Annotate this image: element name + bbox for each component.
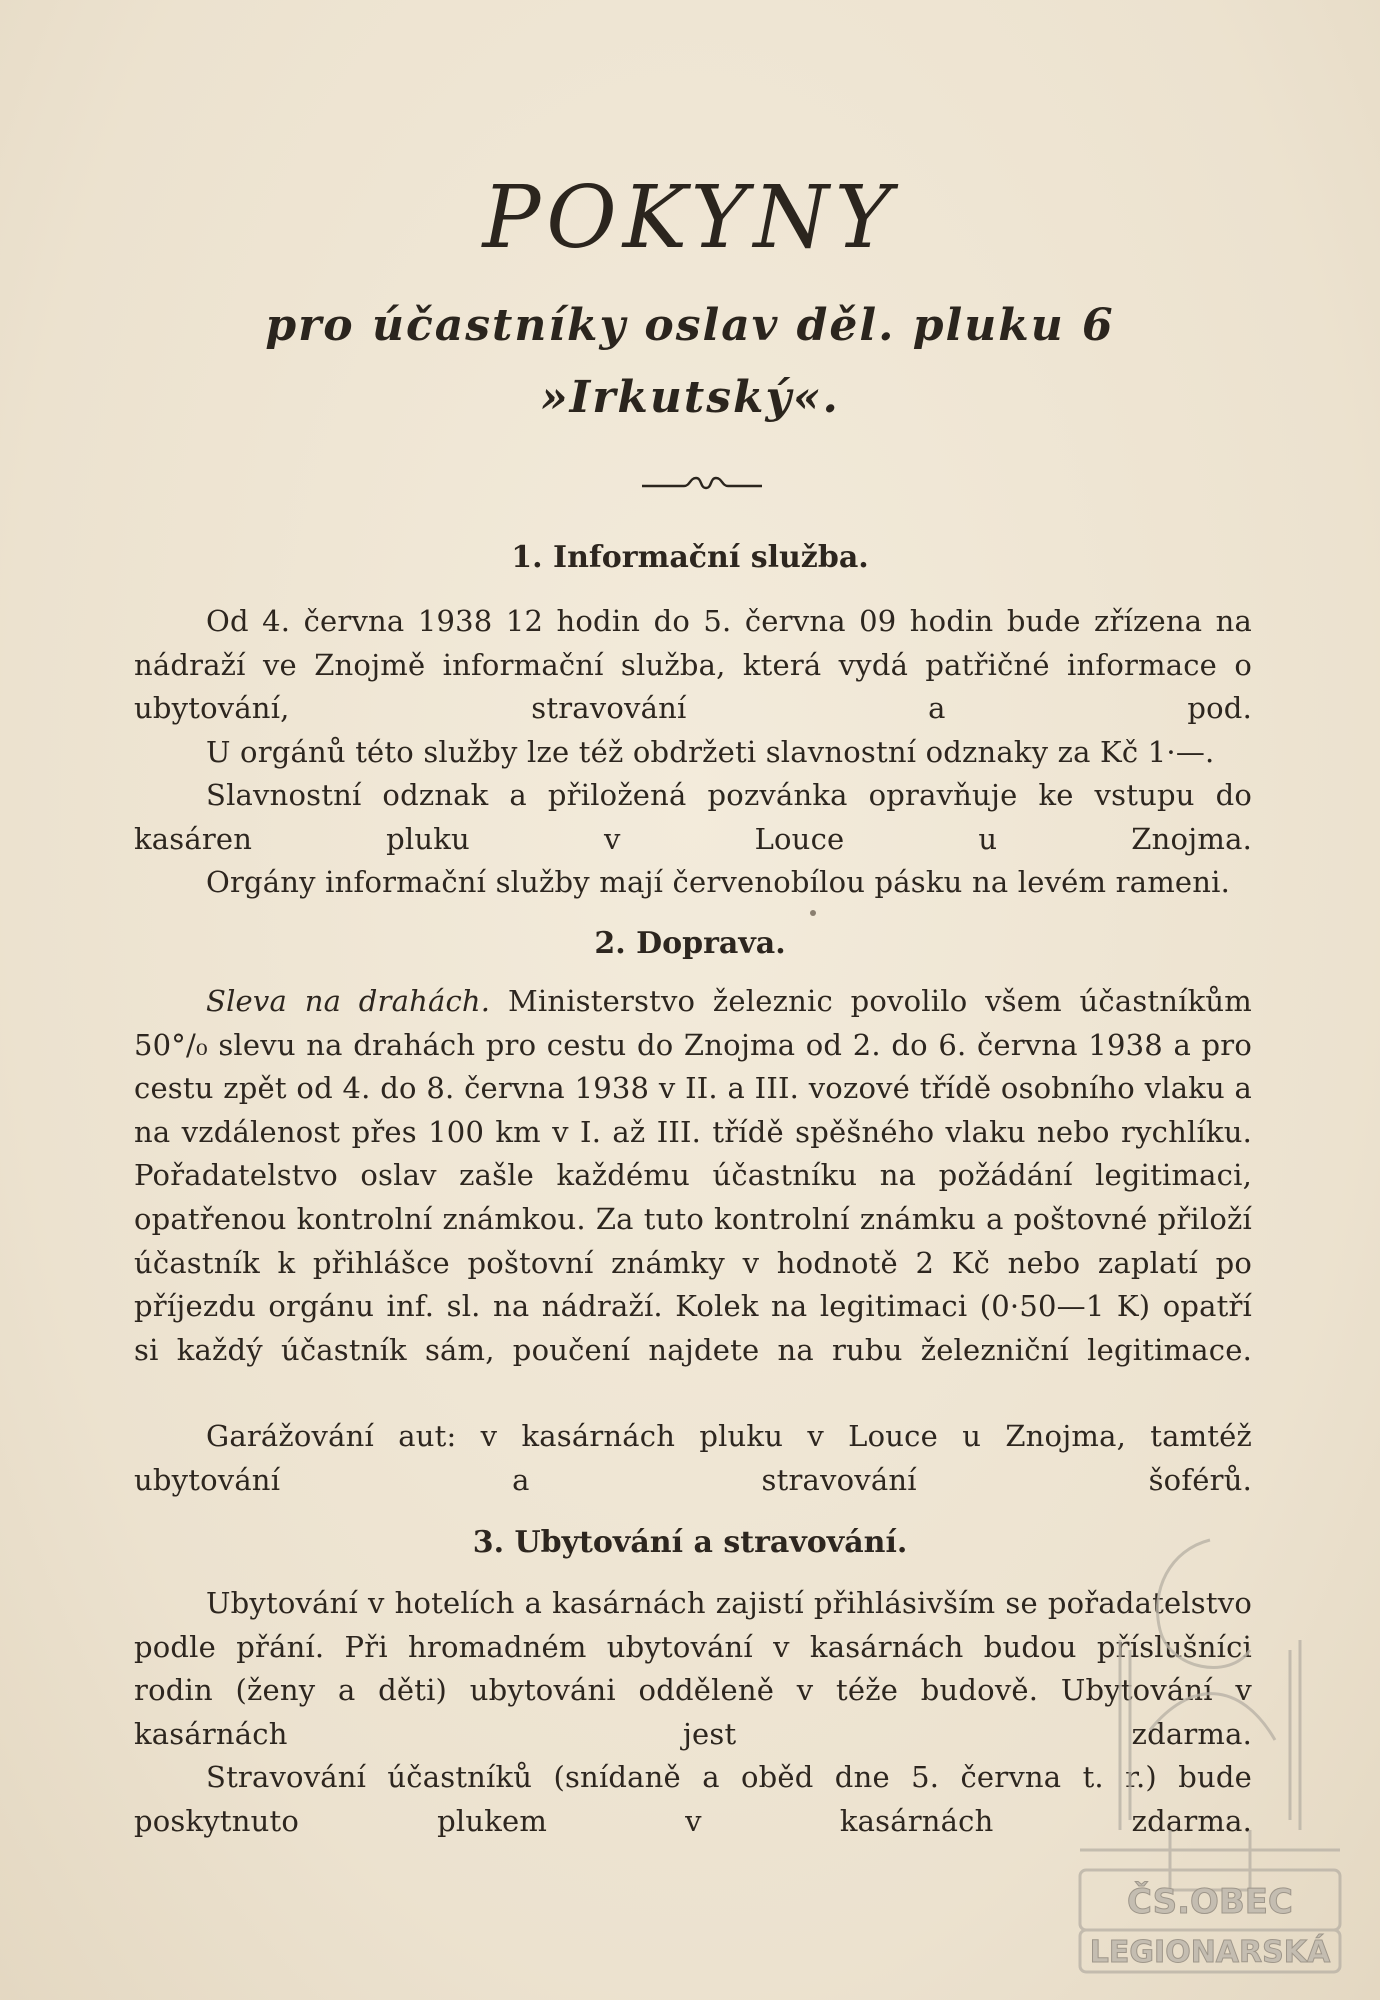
paragraph: Orgány informační služby mají červenobílou pásku na levém rameni. [206, 865, 1231, 899]
section-heading-accommodation: 3. Ubytování a stravování. [472, 1525, 908, 1560]
paragraph: Ubytování v hotelích a kasárnách zajistí přihlásivším se pořadatelstvo podle přání. Při hromadném ubytování v kasárnách budou příslušníci rodin (ženy a děti) ubytováni odděleně v téže budově. Ubytování v kasárnách jest zdarma. [134, 1586, 1252, 1751]
paragraph-lead: Sleva na drahách. [206, 984, 491, 1018]
paragraph: Garážování aut: v kasárnách pluku v Louce u Znojma, tamtéž ubytování a stravování šoférů. [134, 1419, 1252, 1497]
section-heading-information: 1. Informační služba. [511, 540, 869, 575]
paragraph: Stravování účastníků (snídaně a oběd dne 5. června t. r.) bude poskytnuto plukem v kasárnách zdarma. [134, 1760, 1252, 1838]
document-title: POKYNY [482, 168, 898, 268]
paragraph: Slavnostní odznak a přiložená pozvánka opravňuje ke vstupu do kasáren pluku v Louce u Znojma. [134, 778, 1252, 856]
document-subtitle-line1: pro účastníky oslav děl. pluku 6 [265, 300, 1115, 351]
watermark-line1: ČS.OBEC [1127, 1882, 1293, 1922]
decorative-dot [810, 910, 816, 916]
paragraph [134, 980, 1252, 1372]
legion-watermark-stamp [1060, 1530, 1360, 1980]
document-subtitle-line2: »Irkutský«. [540, 372, 840, 423]
section-heading-transport: 2. Doprava. [594, 926, 786, 961]
watermark-line2: LEGIONARSKÁ [1089, 1935, 1331, 1970]
paragraph: U orgánů této služby lze též obdržeti slavnostní odznaky za Kč 1·—. [206, 735, 1215, 769]
paragraph: Od 4. června 1938 12 hodin do 5. června 09 hodin bude zřízena na nádraží ve Znojmě informační služba, která vydá patřičné informace o ubytování, stravování a pod. [134, 604, 1252, 726]
paragraph-body: Ministerstvo železnic povolilo všem účastníkům 50°/₀ slevu na drahách pro cestu do Znojma od 2. do 6. června 1938 a pro cestu zpět od 4. do 8. června 1938 v II. a III. vozové třídě osobního vlaku a na vzdálenost přes 100 km v I. až III. třídě spěšného vlaku nebo rychlíku. Pořadatelstvo oslav zašle každému účastníku na požádání legitimaci, opatřenou kontrolní známkou. Za tuto kontrolní známku a poštovné přiloží účastník k přihlášce poštovní známky v hodnotě 2 Kč nebo zaplatí po příjezdu orgánu inf. sl. na nádraží. Kolek na legitimaci (0·50—1 K) opatří si každý účastník sám, poučení najdete na rubu železniční legitimace. [134, 984, 1252, 1367]
ornament-divider-icon [640, 474, 764, 494]
